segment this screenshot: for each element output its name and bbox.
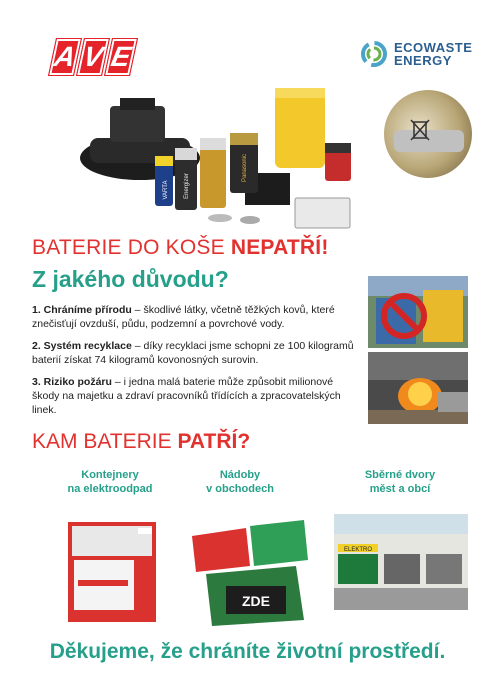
headline-where-bold: PATŘÍ?: [177, 430, 251, 453]
box-label: ZDE: [242, 593, 270, 609]
thanks-footer: Děkujeme, že chráníte životní prostředí.: [49, 640, 446, 663]
ecowaste-line2: ENERGY: [394, 53, 452, 68]
batteries-illustration: [70, 78, 360, 238]
red-container-image: [62, 516, 162, 626]
ave-logo: [52, 38, 134, 74]
collection-yard-image: [334, 514, 468, 610]
battery-panasonic: [230, 133, 258, 193]
battery-gold: [200, 138, 226, 208]
battery-9v: [325, 143, 351, 181]
yellow-battery-pack: [275, 88, 325, 168]
bins-prohibited-photo: [368, 276, 468, 348]
headline-not-in-bin: [32, 236, 329, 260]
ecowaste-line1: ECOWASTE: [394, 40, 473, 55]
reason-text: – i jedna malá baterie může způsobit milionové škody na majetku a zdraví pracovníků třídících a zpracovatelských linek.: [32, 376, 341, 416]
reasons-list: [32, 303, 362, 425]
collection-boxes-image: [186, 516, 316, 628]
category-containers: [50, 468, 170, 496]
yard-sign-label: ELEKTRO: [343, 547, 373, 553]
varta-label: VARTA: [163, 180, 169, 200]
battery-energizer: [175, 148, 197, 210]
headline-not-in-bin-normal: BATERIE DO KOŠE: [32, 236, 231, 259]
reason-item: [32, 375, 362, 417]
aa-battery-varta: [155, 156, 173, 206]
headline-why: Z jakého důvodu?: [32, 266, 229, 292]
category-line: v obchodech: [206, 483, 274, 495]
reason-text: – díky recyklaci jsme schopni ze 100 kilogramů baterií získat 74 kilogramů kovonosných surovin.: [32, 340, 354, 366]
reason-title: 2. Systém recyklace: [32, 340, 132, 352]
reason-title: 1. Chráníme přírodu: [32, 304, 132, 316]
reason-item: [32, 303, 362, 331]
category-line: Nádoby: [219, 469, 261, 481]
reason-text: – škodlivé látky, včetně těžkých kovů, které znečisťují ovzduší, půdu, podzemní a povrchové vody.: [32, 304, 335, 330]
category-line: na elektroodpad: [67, 483, 153, 495]
category-line: Kontejnery: [81, 469, 139, 481]
category-shops: [180, 468, 300, 496]
fire-photo: [368, 352, 468, 424]
headline-where-normal: KAM BATERIE: [32, 430, 178, 453]
crossed-bin-closeup-image: [384, 90, 472, 178]
category-line: Sběrné dvory: [364, 469, 436, 481]
coin-cell: [208, 214, 232, 222]
reason-title: 3. Riziko požáru: [32, 376, 112, 388]
ave-logo-letter: A: [48, 38, 82, 76]
reason-item: [32, 339, 362, 367]
category-yards: [330, 468, 470, 496]
phone-battery: [295, 198, 350, 228]
ave-logo-letter: V: [76, 38, 110, 76]
category-line: měst a obcí: [369, 483, 431, 495]
ecowaste-swirl-icon: [360, 40, 388, 68]
headline-where: [32, 430, 250, 454]
ecowaste-logo: [360, 40, 472, 68]
coin-cell: [240, 216, 260, 224]
energizer-label: Energizer: [184, 173, 190, 199]
ave-logo-letter: E: [104, 38, 138, 76]
headline-not-in-bin-bold: NEPATŘÍ!: [230, 236, 329, 259]
panasonic-label: Panasonic: [242, 153, 248, 183]
